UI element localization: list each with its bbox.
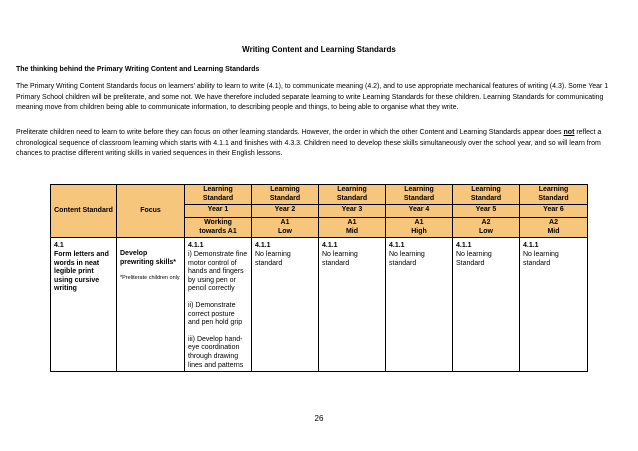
year-cell: Year 2	[252, 205, 319, 218]
table-header-row	[51, 185, 588, 205]
header-focus: Focus	[117, 185, 185, 238]
level-top: A2	[481, 219, 491, 227]
section-subtitle: The thinking behind the Primary Writing Content and Learning Standards	[16, 66, 260, 73]
standard-code: 4.1.1	[523, 242, 539, 250]
standard-code: 4.1.1	[389, 242, 405, 250]
standard-code: 4.1.1	[322, 242, 338, 250]
page-title: Writing Content and Learning Standards	[242, 45, 396, 54]
page-number: 26	[314, 414, 324, 423]
content-standard-text: Form letters and words in neat legible print using cursive writing	[54, 250, 109, 293]
year-cell: Year 4	[386, 205, 453, 218]
header-learning-standard: Learning Standard	[520, 185, 588, 205]
level-top: A1	[414, 219, 424, 227]
standard-code: 4.1.1	[255, 242, 271, 250]
year3-standard-cell	[319, 238, 386, 372]
level-bottom: towards A1	[199, 227, 237, 235]
standard-item: iii) Develop hand-eye coordination through drawing lines and patterns	[188, 335, 244, 369]
year5-standard-cell	[453, 238, 520, 372]
standards-table	[50, 184, 588, 372]
level-cell	[386, 218, 453, 238]
intro-paragraph: The Primary Writing Content Standards focus on learners’ ability to learn to write (4.1), to communicate meaning (4.2), and to use appropriate mechanical features of writing (4.3). Some Year 1 Primary School children will be preliterate, and some not. We have therefore included separate learning to write Learning Standards for these children. Learning Standards for communicating meaning move from children being able to communicate information, to describing people and things, to being able to organise what they write.	[16, 83, 609, 111]
focus-cell	[117, 238, 185, 372]
year2-standard-cell	[252, 238, 319, 372]
standard-code: 4.1.1	[188, 242, 204, 250]
standard-text: No learning standard	[523, 250, 559, 267]
header-content-standard: Content Standard	[51, 185, 117, 238]
header-learning-standard: Learning Standard	[252, 185, 319, 205]
year1-standard-cell	[185, 238, 252, 372]
order-paragraph-start: Preliterate children need to learn to write before they can focus on other learning standards. However, the order in which the other Content and Learning Standards appear does	[16, 129, 564, 136]
header-learning-standard: Learning Standard	[386, 185, 453, 205]
standard-code: 4.1.1	[456, 242, 472, 250]
table-row	[51, 238, 588, 372]
year-cell: Year 5	[453, 205, 520, 218]
focus-text: Develop prewriting skills*	[120, 250, 177, 266]
level-bottom: Low	[479, 227, 493, 235]
header-learning-standard: Learning Standard	[319, 185, 386, 205]
header-learning-standard: Learning Standard	[185, 185, 252, 205]
standard-item: ii) Demonstrate correct posture and pen hold grip	[188, 301, 243, 327]
standard-text: No learning standard	[255, 250, 291, 267]
order-paragraph-end: reflect a chronological sequence of classroom learning which starts with 4.1.1 and finishes with 4.3.3. Children need to develop these skills simultaneously over the school year, and so will learn from chances to practise different writing skills in varied sequences in their English lessons.	[16, 129, 602, 157]
standard-text: No learning Standard	[456, 250, 492, 267]
content-standard-cell	[51, 238, 117, 372]
content-standard-code: 4.1	[54, 242, 64, 250]
level-top: A1	[280, 219, 290, 227]
year-cell: Year 3	[319, 205, 386, 218]
year6-standard-cell	[520, 238, 588, 372]
level-cell	[185, 218, 252, 238]
year-cell: Year 6	[520, 205, 588, 218]
level-bottom: Mid	[345, 227, 359, 235]
level-bottom: High	[411, 227, 427, 235]
standard-text: No learning standard	[389, 250, 425, 267]
order-paragraph	[16, 128, 622, 160]
level-cell	[520, 218, 588, 238]
level-cell	[453, 218, 520, 238]
header-learning-standard: Learning Standard	[453, 185, 520, 205]
level-top: A2	[549, 219, 558, 227]
level-cell	[319, 218, 386, 238]
order-paragraph-emphasis: not	[563, 129, 575, 136]
level-top: A1	[347, 219, 357, 227]
level-top: Working	[204, 219, 232, 227]
standard-text: No learning standard	[322, 250, 358, 267]
level-cell	[252, 218, 319, 238]
level-bottom: Mid	[547, 227, 560, 235]
level-bottom: Low	[278, 227, 292, 235]
year4-standard-cell	[386, 238, 453, 372]
year-cell: Year 1	[185, 205, 252, 218]
focus-note: *Preliterate children only	[120, 274, 180, 281]
standard-item: i) Demonstrate fine motor control of hands and fingers by using pen or pencil correctly	[188, 250, 248, 293]
